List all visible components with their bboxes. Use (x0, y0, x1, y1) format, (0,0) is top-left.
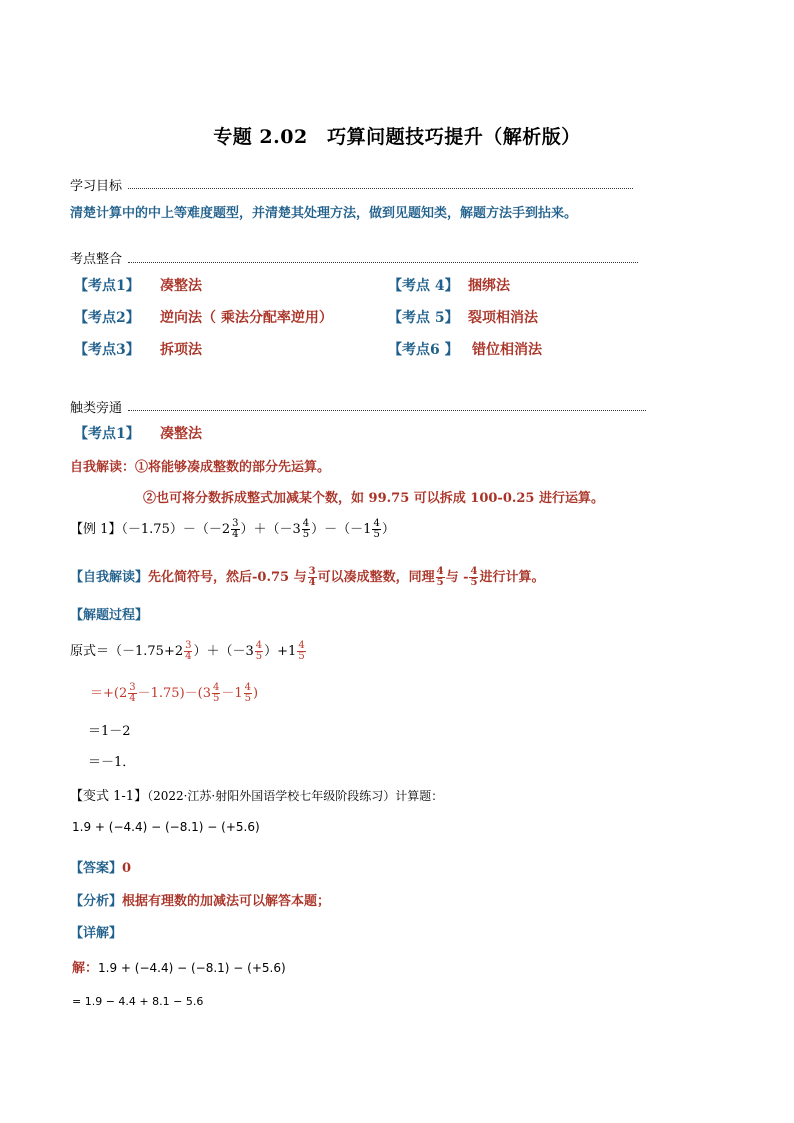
solution-line-4: ＝－1． (88, 755, 136, 770)
expr-part: ＝+(2 (90, 686, 128, 701)
point-tag: 【考点3】 (74, 342, 140, 358)
answer-value: 0 (122, 861, 132, 876)
expr-part: ）－（－1 (311, 522, 372, 537)
fraction (128, 683, 136, 704)
detail-label: 【详解】 (70, 926, 123, 941)
solve-label: 解： (72, 961, 99, 976)
answer (70, 857, 131, 876)
analysis-text: 根据有理数的加减法可以解答本题； (122, 894, 331, 909)
divider (128, 188, 633, 189)
solution-label: 【解题过程】 (70, 608, 149, 623)
expr-part: ）＋（－3 (193, 644, 254, 659)
fraction (302, 519, 310, 540)
self-read-label: 自我解读： (70, 460, 136, 475)
numerator: 4 (373, 518, 380, 529)
fraction (469, 567, 478, 588)
point-name: 凑整法 (160, 278, 202, 294)
expr-part: ）＋（－3 (240, 522, 301, 537)
numerator: 4 (302, 518, 310, 529)
expr-part: ）+1 (264, 644, 297, 659)
section-heading-goals: 学习目标 (70, 179, 123, 194)
solution-line-2 (90, 682, 258, 704)
denominator: 5 (470, 577, 478, 588)
denominator: 4 (185, 651, 192, 662)
example-1 (70, 518, 395, 540)
self-explain (70, 566, 544, 588)
point-name: 逆向法（ 乘法分配率逆用） (160, 310, 333, 326)
example-label: 【例 1】 (70, 522, 122, 537)
numerator: 3 (185, 640, 192, 651)
numerator: 3 (129, 682, 136, 693)
denominator: 4 (308, 577, 316, 588)
fraction (184, 641, 192, 662)
point-name: 拆项法 (160, 342, 202, 358)
self-read-2: ②也可将分数拆成整式加减某个数，如 99.75 可以拆成 100-0.25 进行运算。 (143, 491, 605, 506)
numerator: 4 (255, 640, 263, 651)
variant-source: （2022·江苏·射阳外国语学校七年级阶段练习）计算题： (147, 789, 444, 803)
expr-part: ) (253, 686, 259, 701)
expr-part: －1 (221, 686, 243, 701)
numerator: 4 (213, 682, 220, 693)
solution-line-3: ＝1－2 (88, 724, 131, 739)
point-tag: 【考点2】 (74, 310, 140, 326)
point-name: 错位相消法 (472, 342, 542, 358)
fraction (297, 641, 305, 662)
denominator: 4 (232, 529, 239, 540)
variant-label: 【变式 1-1】 (70, 789, 148, 804)
fraction (308, 567, 317, 588)
denominator: 5 (302, 529, 310, 540)
expr-part: （－1.75）－（－2 (121, 522, 231, 537)
point-tag: 【考点6 】 (388, 342, 459, 358)
section-heading-points: 考点整合 (70, 252, 123, 267)
point-name: 裂项相消法 (468, 310, 538, 326)
self-read (70, 456, 330, 475)
text-part: 进行计算。 (479, 570, 545, 585)
text-part: 先化简符号，然后-0.75 与 (148, 570, 307, 585)
expr-part: 原式＝（－1.75+2 (70, 644, 184, 659)
numerator: 4 (436, 566, 444, 577)
fraction (212, 683, 220, 704)
point-tag: 【考点 5】 (388, 310, 459, 326)
fraction (255, 641, 263, 662)
solve-expression: 1.9 + (−4.4) − (−8.1) − (+5.6) (98, 961, 286, 975)
analysis (70, 890, 330, 909)
page-title: 专题 2.02 巧算问题技巧提升（解析版） (213, 126, 581, 148)
point-tag: 【考点 4】 (388, 278, 459, 294)
expr-part: －1.75)－(3 (137, 686, 211, 701)
numerator: 3 (308, 566, 316, 577)
numerator: 4 (470, 566, 478, 577)
expr-part: ） (381, 522, 395, 537)
solve-step-1: = 1.9 − 4.4 + 8.1 − 5.6 (72, 995, 204, 1008)
divider (128, 262, 638, 263)
denominator: 4 (129, 693, 136, 704)
self-explain-label: 【自我解读】 (70, 570, 149, 585)
point-tag: 【考点1】 (74, 426, 140, 442)
answer-label: 【答案】 (70, 861, 123, 876)
text-part: 与 - (445, 570, 469, 585)
fraction (244, 683, 252, 704)
denominator: 5 (244, 693, 252, 704)
numerator: 4 (244, 682, 252, 693)
text-part: 可以凑成整数，同理 (317, 570, 435, 585)
divider (128, 410, 646, 411)
analysis-label: 【分析】 (70, 894, 123, 909)
point-name: 凑整法 (160, 426, 202, 442)
denominator: 5 (373, 529, 380, 540)
denominator: 5 (436, 577, 444, 588)
numerator: 4 (298, 640, 305, 651)
denominator: 5 (213, 693, 220, 704)
self-read-1: ①将能够凑成整数的部分先运算。 (135, 460, 331, 475)
point-tag: 【考点1】 (74, 278, 140, 294)
point-name: 捆绑法 (468, 278, 510, 294)
fraction (372, 519, 380, 540)
goals-text: 清楚计算中的中上等难度题型，并清楚其处理方法，做到见题知类，解题方法手到拈来。 (70, 206, 578, 221)
denominator: 5 (298, 651, 305, 662)
solve (72, 957, 286, 976)
solution-line-1 (70, 640, 307, 662)
denominator: 5 (255, 651, 263, 662)
section-heading-practice: 触类旁通 (70, 401, 123, 416)
variant-expression: 1.9 + (−4.4) − (−8.1) − (+5.6) (72, 820, 260, 834)
fraction (231, 519, 239, 540)
numerator: 3 (232, 518, 239, 529)
fraction (436, 567, 445, 588)
variant-header (70, 785, 443, 804)
